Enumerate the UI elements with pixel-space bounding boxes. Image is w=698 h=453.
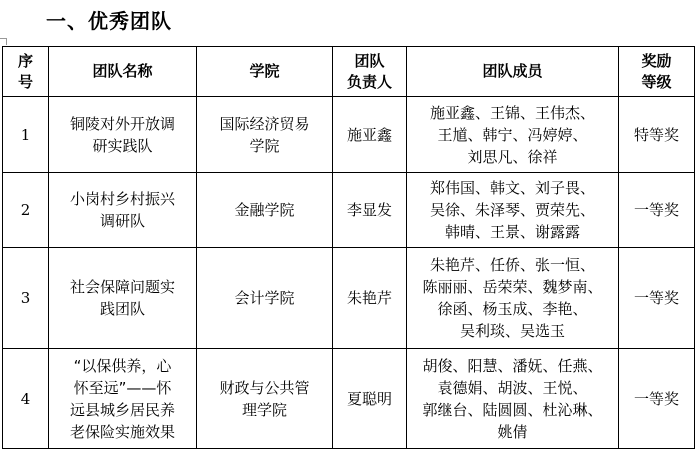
header-leader: 团队 负责人: [333, 47, 407, 97]
header-team-name: 团队名称: [49, 47, 197, 97]
row-leader: 夏聪明: [333, 349, 407, 449]
row-index: 3: [3, 248, 49, 349]
table-row: [3, 173, 695, 248]
row-team-name: 社会保障问题实 践团队: [49, 248, 197, 349]
table-row: [3, 97, 695, 173]
table-header-row: [3, 47, 695, 97]
row-award: 一等奖: [619, 248, 695, 349]
row-index: 2: [3, 173, 49, 248]
header-college: 学院: [197, 47, 333, 97]
row-members: 胡俊、阳慧、潘妩、任燕、 袁德娟、胡波、王悦、 郭继台、陆圆圆、杜沁琳、 姚倩: [407, 349, 619, 449]
row-leader: 朱艳芹: [333, 248, 407, 349]
row-index: 4: [3, 349, 49, 449]
row-leader: 李显发: [333, 173, 407, 248]
row-members: 朱艳芹、任侨、张一恒、 陈丽丽、岳荣荣、魏梦南、 徐函、杨玉成、李艳、 吴利琰、吴选玉: [407, 248, 619, 349]
row-team-name: 铜陵对外开放调 研实践队: [49, 97, 197, 173]
header-index: 序 号: [3, 47, 49, 97]
row-leader: 施亚鑫: [333, 97, 407, 173]
row-award: 一等奖: [619, 173, 695, 248]
section-heading: 一、优秀团队: [46, 9, 172, 33]
row-index: 1: [3, 97, 49, 173]
row-college: 金融学院: [197, 173, 333, 248]
row-team-name: 小岗村乡村振兴 调研队: [49, 173, 197, 248]
table-row: [3, 349, 695, 449]
header-members: 团队成员: [407, 47, 619, 97]
row-college: 国际经济贸易 学院: [197, 97, 333, 173]
header-award: 奖励 等级: [619, 47, 695, 97]
row-college: 会计学院: [197, 248, 333, 349]
row-college: 财政与公共管 理学院: [197, 349, 333, 449]
margin-corner-mark: [0, 38, 7, 45]
table-row: [3, 248, 695, 349]
row-team-name: “以保供养，心 怀至远”——怀 远县城乡居民养 老保险实施效果: [49, 349, 197, 449]
row-award: 一等奖: [619, 349, 695, 449]
row-members: 施亚鑫、王锦、王伟杰、 王馗、韩宁、冯婷婷、 刘思凡、徐祥: [407, 97, 619, 173]
row-members: 郑伟国、韩文、刘子畏、 吴徐、朱泽琴、贾荣先、 韩晴、王景、谢露露: [407, 173, 619, 248]
excellent-teams-table: [2, 46, 695, 449]
row-award: 特等奖: [619, 97, 695, 173]
